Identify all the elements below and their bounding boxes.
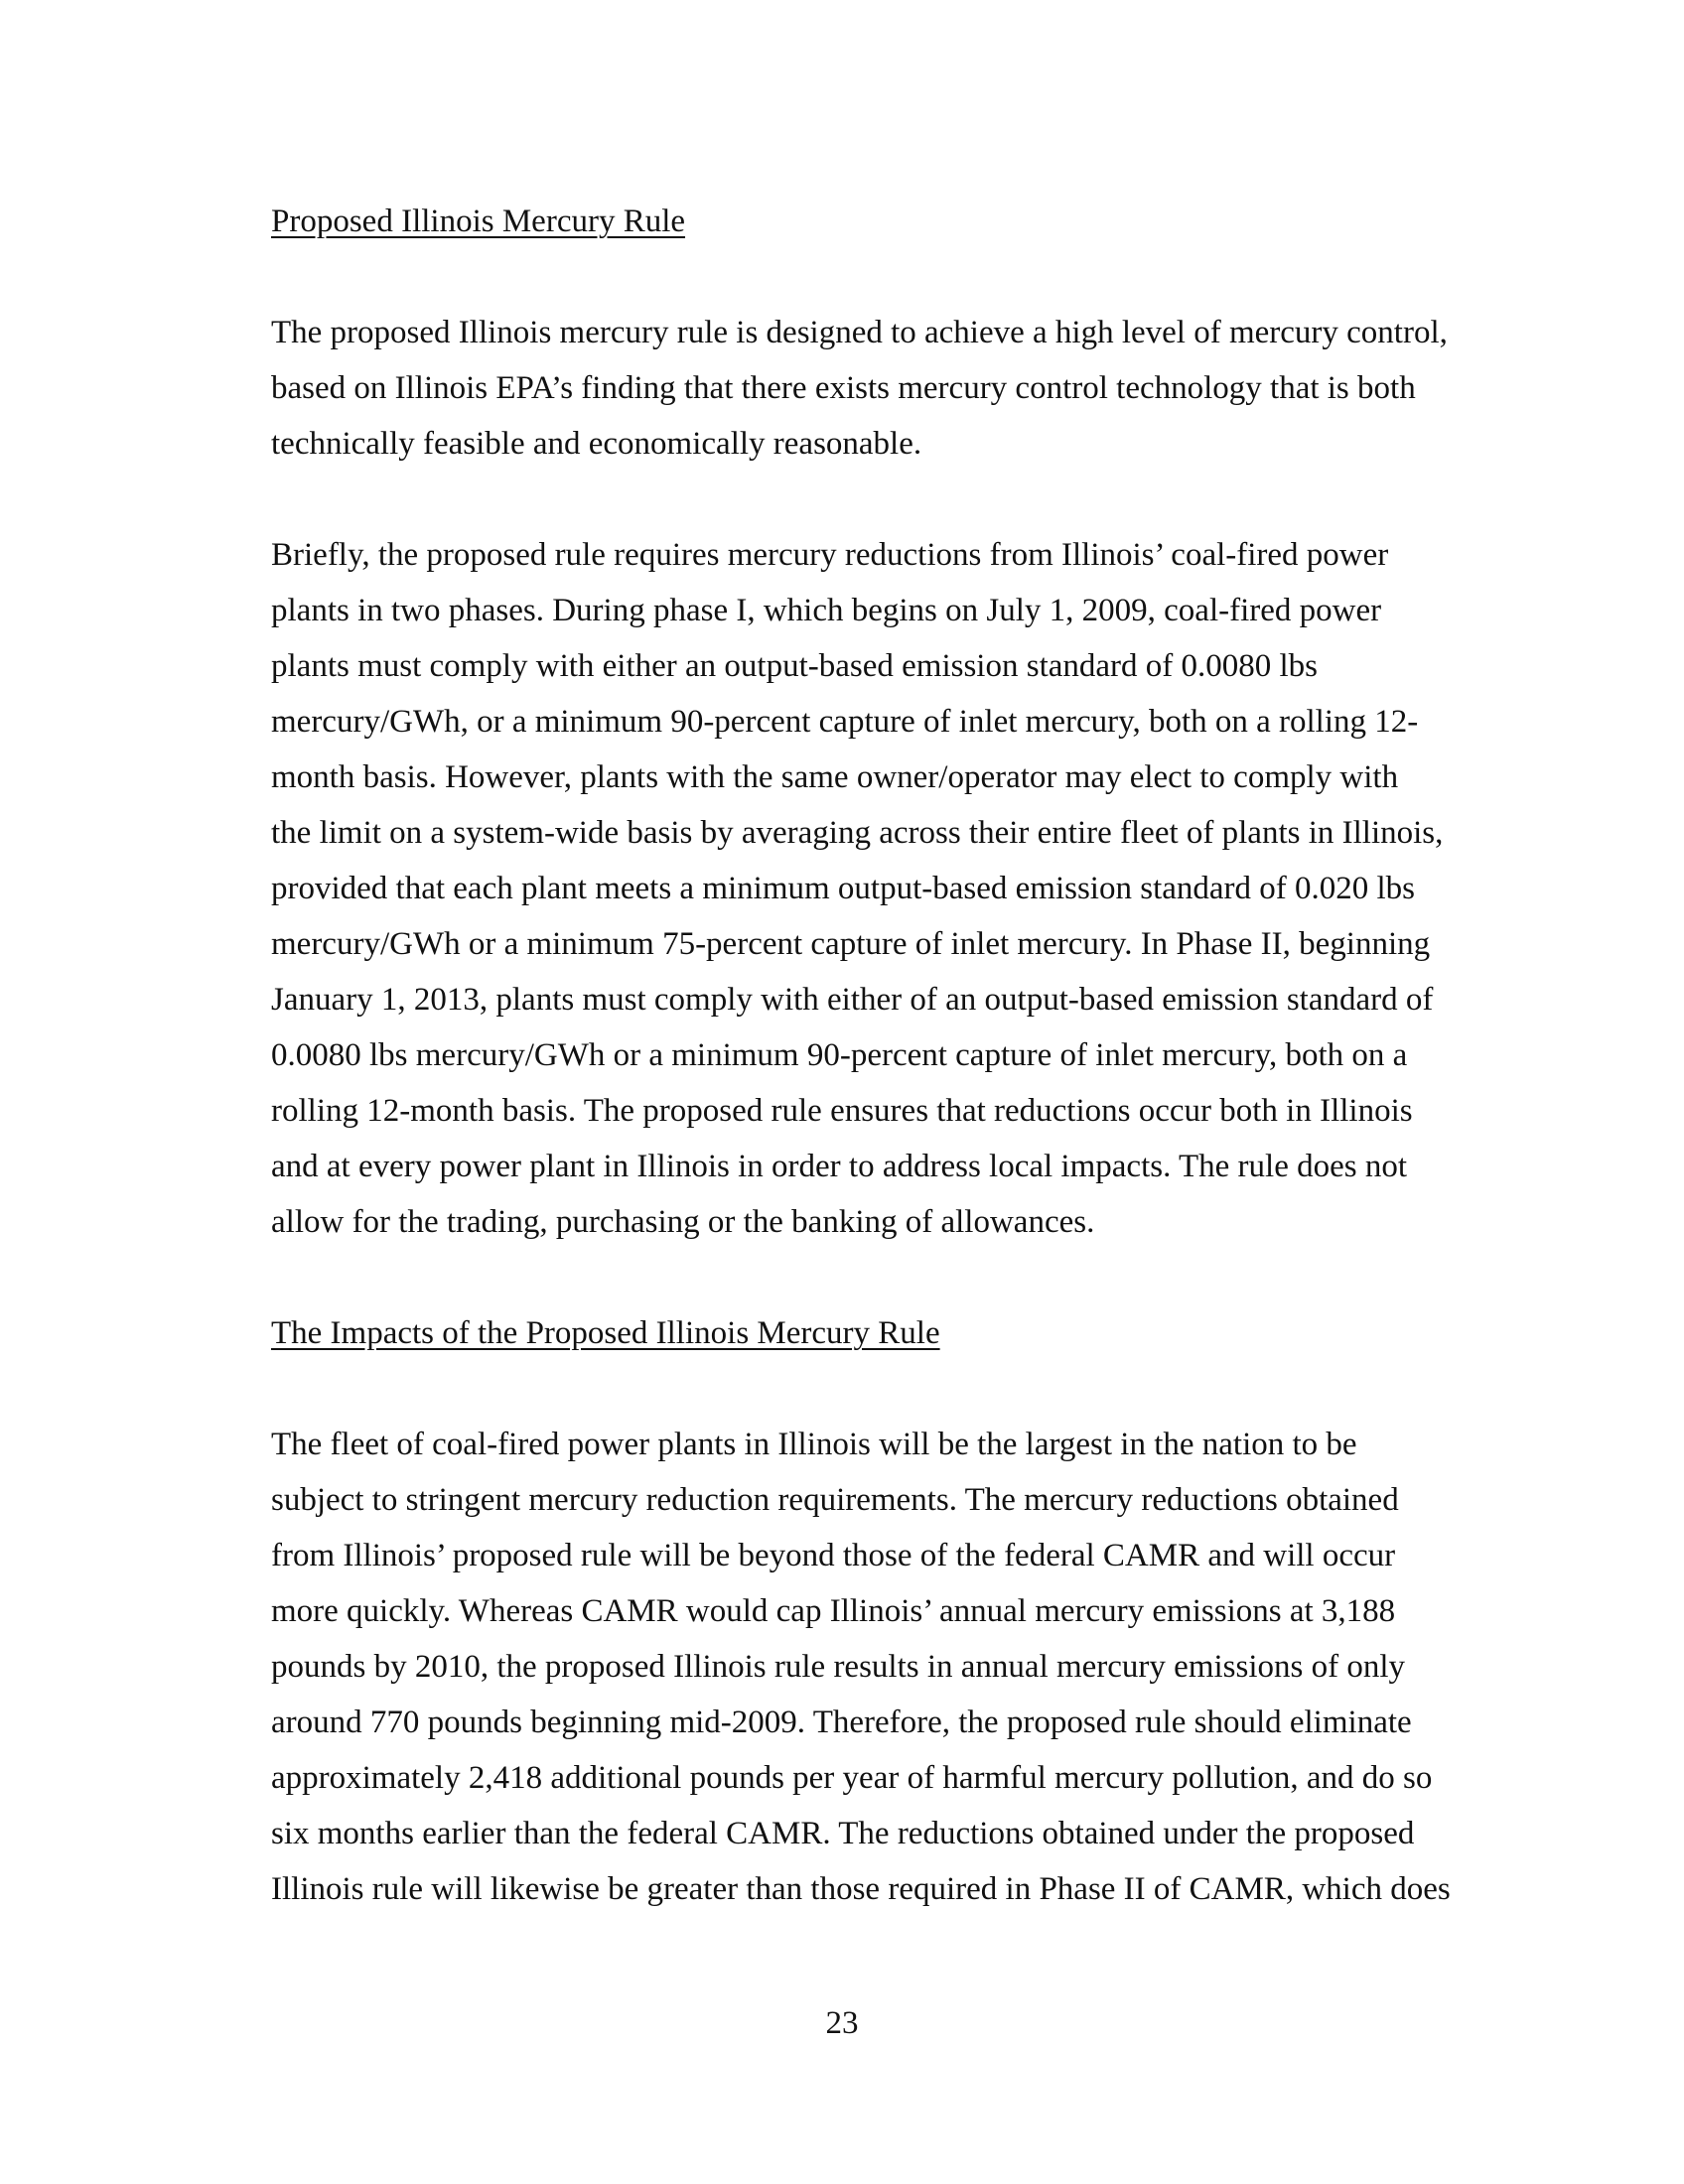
text-line: plants must comply with either an output-based emission standard of 0.0080 lbs (271, 648, 1319, 684)
text-line: The fleet of coal-fired power plants in Illinois will be the largest in the nation to be (271, 1427, 1357, 1462)
text-line: rolling 12-month basis. The proposed rule ensures that reductions occur both in Illinois (271, 1093, 1413, 1129)
text-line: Illinois rule will likewise be greater than those required in Phase II of CAMR, which does (271, 1871, 1451, 1907)
text-line: pounds by 2010, the proposed Illinois rule results in annual mercury emissions of only (271, 1649, 1406, 1685)
text-line: mercury/GWh or a minimum 75-percent capture of inlet mercury. In Phase II, beginning (271, 926, 1431, 962)
text-line: the limit on a system-wide basis by averaging across their entire fleet of plants in Illinois, (271, 815, 1444, 851)
page-body (271, 194, 1453, 1917)
paragraph-design-goal (271, 305, 1453, 472)
paragraph-impacts (271, 1417, 1453, 1917)
text-line: from Illinois’ proposed rule will be beyond those of the federal CAMR and will occur (271, 1538, 1396, 1573)
text-line: subject to stringent mercury reduction requirements. The mercury reductions obtained (271, 1482, 1399, 1518)
text-line: approximately 2,418 additional pounds per year of harmful mercury pollution, and do so (271, 1760, 1433, 1796)
text-line: provided that each plant meets a minimum output-based emission standard of 0.020 lbs (271, 871, 1416, 906)
text-line: The proposed Illinois mercury rule is designed to achieve a high level of mercury control, (271, 315, 1448, 350)
text-line: allow for the trading, purchasing or the banking of allowances. (271, 1204, 1095, 1240)
text-line: based on Illinois EPA’s finding that there exists mercury control technology that is both (271, 370, 1416, 406)
text-line: technically feasible and economically reasonable. (271, 426, 922, 462)
text-line: six months earlier than the federal CAMR. The reductions obtained under the proposed (271, 1816, 1415, 1851)
text-line: Briefly, the proposed rule requires mercury reductions from Illinois’ coal-fired power (271, 537, 1389, 573)
section-heading-proposed-rule: Proposed Illinois Mercury Rule (271, 204, 686, 239)
text-line: January 1, 2013, plants must comply with either of an output-based emission standard of (271, 982, 1434, 1018)
text-line: around 770 pounds beginning mid-2009. Therefore, the proposed rule should eliminate (271, 1705, 1412, 1740)
text-line: 0.0080 lbs mercury/GWh or a minimum 90-percent capture of inlet mercury, both on a (271, 1037, 1408, 1073)
text-line: month basis. However, plants with the same owner/operator may elect to comply with (271, 759, 1399, 795)
text-line: and at every power plant in Illinois in order to address local impacts. The rule does not (271, 1149, 1407, 1184)
text-line: plants in two phases. During phase I, which begins on July 1, 2009, coal-fired power (271, 593, 1382, 628)
text-line: more quickly. Whereas CAMR would cap Illinois’ annual mercury emissions at 3,188 (271, 1593, 1396, 1629)
section-heading-impacts: The Impacts of the Proposed Illinois Mercury Rule (271, 1315, 940, 1351)
paragraph-phases (271, 527, 1453, 1250)
page-number: 23 (825, 2005, 859, 2041)
text-line: mercury/GWh, or a minimum 90-percent capture of inlet mercury, both on a rolling 12- (271, 704, 1419, 740)
